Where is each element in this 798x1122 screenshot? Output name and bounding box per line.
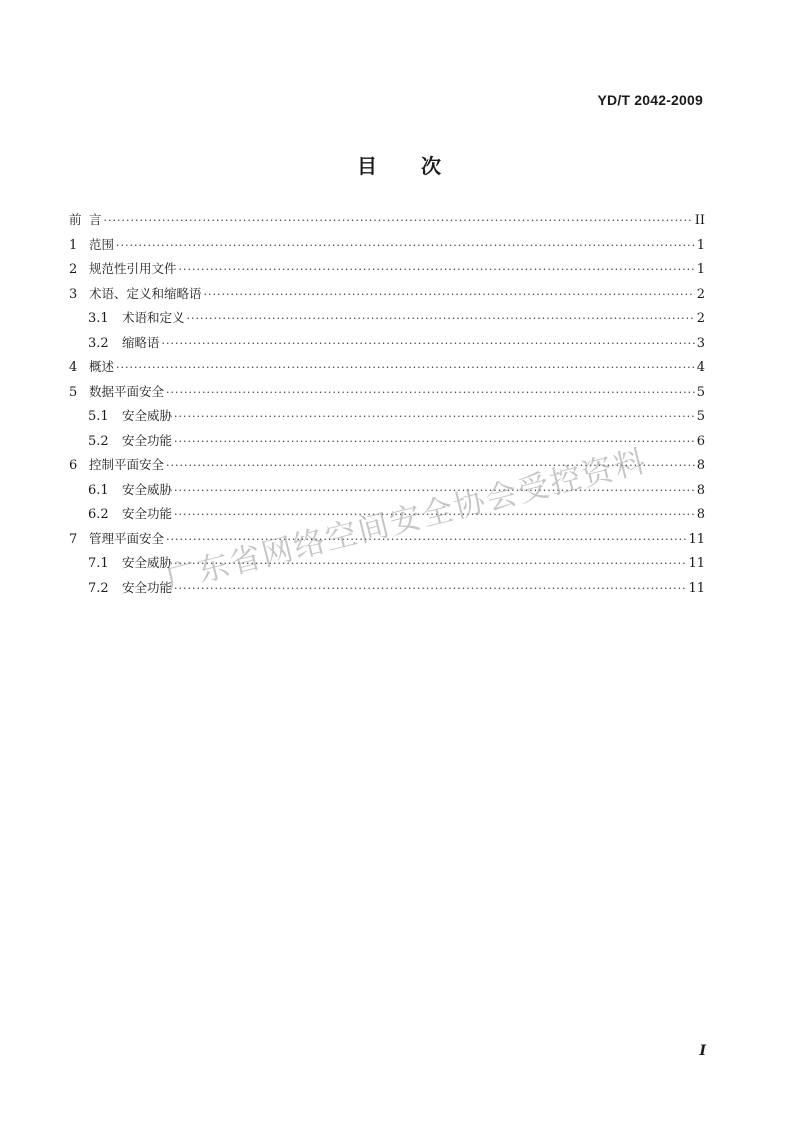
toc-entry-number: 2: [69, 262, 78, 277]
toc-entry-page: 8: [696, 507, 705, 522]
toc-leader-dots: [116, 361, 695, 374]
toc-entry-4[interactable]: [69, 357, 705, 382]
toc-leader-dots: [162, 337, 695, 350]
toc-leader-dots: [104, 214, 693, 227]
toc-entry-page: 6: [696, 433, 705, 449]
toc-entry-page: 8: [696, 458, 705, 473]
toc-entry-number: 5: [69, 384, 78, 400]
toc-entry-number: 5.1: [88, 409, 109, 424]
toc-entry-5-1[interactable]: [69, 406, 705, 431]
toc-entry-label: 术语、定义和缩略语: [89, 285, 202, 301]
toc-entry-3-1[interactable]: [69, 308, 705, 333]
toc-entry-7-2[interactable]: [69, 578, 705, 603]
toc-entry-page: 11: [688, 531, 705, 547]
toc-entry-page: 5: [696, 384, 705, 400]
toc-entry-3[interactable]: [69, 284, 705, 309]
toc-entry-label: 范围: [89, 236, 115, 252]
toc-entry-page: 5: [696, 409, 705, 424]
toc-entry-page: II: [694, 213, 705, 228]
toc-entry-page: 2: [696, 311, 705, 326]
toc-entry-foreword[interactable]: [69, 210, 705, 235]
standard-code: YD/T 2042-2009: [597, 92, 703, 108]
toc-entry-label: 缩略语: [122, 334, 160, 350]
toc-entry-page: 8: [696, 482, 705, 498]
toc-entry-page: 11: [688, 556, 705, 571]
toc-entry-number: 前: [69, 212, 82, 227]
toc-entry-label: 安全功能: [122, 506, 173, 521]
title-char-2: 次: [421, 154, 441, 178]
toc-leader-dots: [174, 582, 686, 595]
toc-entry-number: 5.2: [88, 433, 109, 449]
page-number: I: [699, 1043, 706, 1059]
toc-entry-page: 1: [696, 262, 705, 277]
title-char-1: 目: [357, 154, 377, 178]
toc-entry-number: 6.2: [88, 507, 109, 522]
toc-leader-dots: [174, 410, 695, 423]
watermark: 广东省网络空间安全协会受控资料: [161, 443, 651, 598]
toc-leader-dots: [187, 312, 695, 325]
toc-entry-label: 规范性引用文件: [89, 261, 177, 276]
toc-entry-page: 11: [688, 580, 705, 596]
toc-entry-1[interactable]: [69, 235, 705, 260]
toc-entry-number: 7.2: [88, 580, 109, 596]
page-title: [0, 150, 798, 179]
toc-entry-5[interactable]: [69, 382, 705, 407]
toc-entry-number: 7: [69, 531, 78, 547]
toc-entry-label: 安全威胁: [122, 408, 173, 423]
toc-entry-label: 安全威胁: [122, 481, 173, 497]
toc-entry-label: 概述: [89, 359, 115, 374]
toc-entry-number: 6: [69, 458, 78, 473]
toc-entry-3-2[interactable]: [69, 333, 705, 358]
toc-entry-number: 3.1: [88, 311, 109, 326]
toc-entry-number: 7.1: [88, 556, 109, 571]
toc-entry-label: 安全威胁: [122, 555, 173, 570]
toc-entry-label: 安全功能: [122, 432, 173, 448]
toc-leader-dots: [166, 386, 695, 399]
toc-entry-page: 3: [696, 335, 705, 351]
toc-entry-2[interactable]: [69, 259, 705, 284]
toc-entry-number: 4: [69, 360, 78, 375]
toc-entry-label: 数据平面安全: [89, 383, 165, 399]
toc-entry-page: 1: [696, 237, 705, 253]
toc-leader-dots: [116, 239, 695, 252]
toc-entry-number: 3.2: [88, 335, 109, 351]
toc-entry-page: 4: [696, 360, 705, 375]
toc-leader-dots: [204, 288, 695, 301]
toc-entry-number: 3: [69, 286, 78, 302]
toc-entry-label: 安全功能: [122, 579, 173, 595]
toc-entry-label: 控制平面安全: [89, 457, 165, 472]
toc-entry-number: 1: [69, 237, 78, 253]
toc-entry-label: 言: [89, 212, 102, 227]
toc-entry-number: 6.1: [88, 482, 109, 498]
toc-entry-label: 术语和定义: [122, 310, 185, 325]
toc-leader-dots: [179, 263, 695, 276]
toc-entry-label: 管理平面安全: [89, 530, 165, 546]
toc-entry-page: 2: [696, 286, 705, 302]
